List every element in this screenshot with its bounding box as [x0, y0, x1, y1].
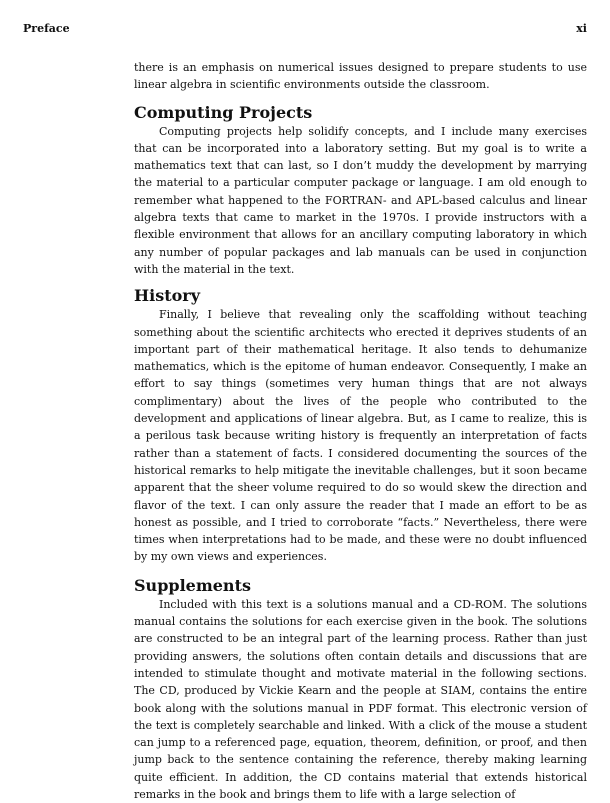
running-head-section-title: Preface: [23, 22, 70, 35]
section-heading: Supplements: [134, 575, 251, 595]
section-computing-projects: [134, 103, 587, 279]
section-history: [134, 286, 587, 565]
page-body: [134, 59, 587, 803]
section-heading: Computing Projects: [134, 102, 313, 122]
section-paragraph: Finally, I believe that revealing only the scaffolding without teaching something about the scientific architects who erected it deprives students of an important part of their mathematical heritage. It also tends to dehumanize mathematics, which is the epitome of human endeavor. Consequently, I make an effort to say things (sometimes very human things that are not always complimentary) about the lives of the people who contributed to the development and applications of linear algebra. But, as I came to realize, this is a perilous task because writing history is frequently an interpretation of facts rather than a statement of facts. I considered documenting the sources of the historical remarks to help mitigate the inevitable challenges, but it soon became apparent that the sheer volume required to do so would skew the direction and flavor of the text. I can only assure the reader that I made an effort to be as honest as possible, and I tried to corroborate “facts.” Nevertheless, there were times when interpretations had to be made, and these were no doubt influenced by my own views and experiences.: [134, 308, 587, 564]
section-supplements: [134, 576, 587, 803]
section-paragraph: Included with this text is a solutions manual and a CD-ROM. The solutions manual contains the solutions for each exercise given in the book. The solutions are constructed to be an integral part of the learning process. Rather than just providing answers, the solutions often contain details and discussions that are intended to stimulate thought and motivate material in the following sections. The CD, produced by Vickie Kearn and the people at SIAM, contains the entire book along with the solutions manual in PDF format. This electronic version of the text is completely searchable and linked. With a click of the mouse a student can jump to a referenced page, equation, theorem, definition, or proof, and then jump back to the sentence containing the reference, thereby making learning quite efficient. In addition, the CD contains material that extends historical remarks in the book and brings them to life with a large selection of: [134, 597, 587, 801]
section-paragraph: Computing projects help solidify concepts, and I include many exercises that can be incorporated into a laboratory setting. But my goal is to write a mathematics text that can last, so I don’t muddy the development by marrying the material to a particular computer package or language. I am old enough to remember what happened to the FORTRAN- and APL-based calculus and linear algebra texts that came to market in the 1970s. I provide instructors with a flexible environment that allows for an ancillary computing laboratory in which any number of popular packages and lab manuals can be used in conjunction with the material in the text.: [134, 124, 587, 276]
page-number: xi: [576, 22, 587, 35]
opening-paragraph: there is an emphasis on numerical issues designed to prepare students to use linear algebra in scientific environments outside the classroom.: [134, 61, 587, 92]
running-head: [23, 22, 587, 38]
section-heading: History: [134, 286, 200, 306]
